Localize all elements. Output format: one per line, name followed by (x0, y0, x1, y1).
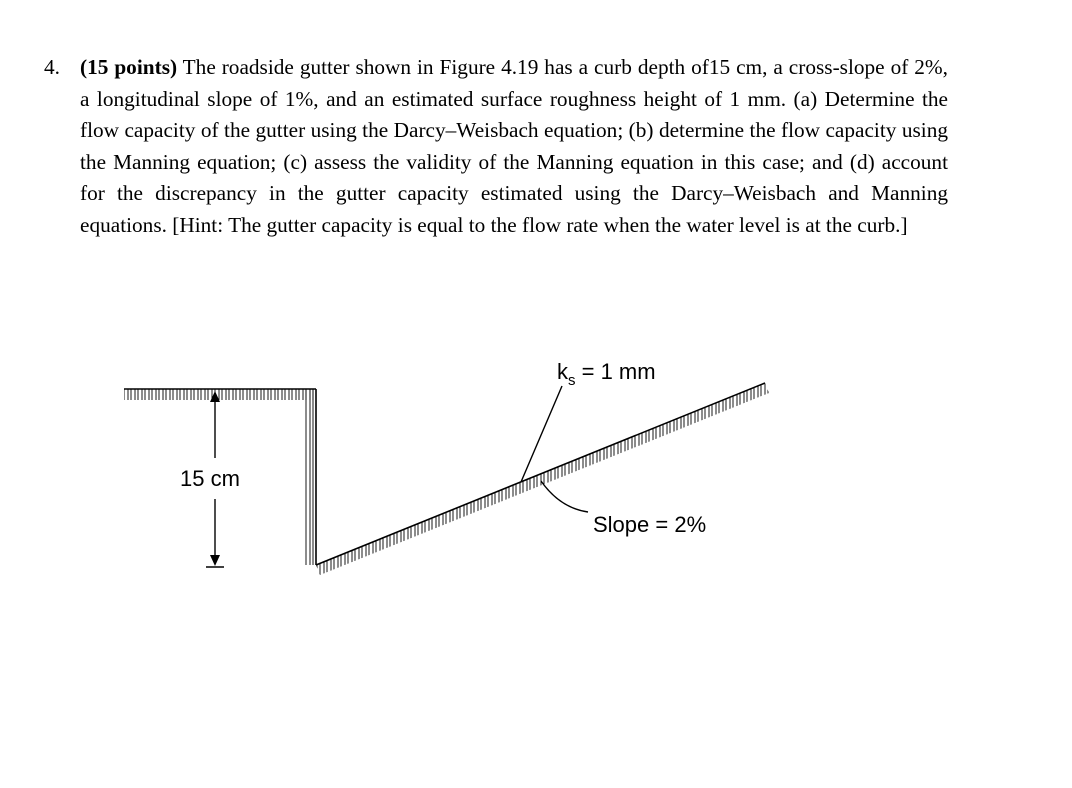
roughness-label (557, 359, 656, 389)
gutter-surface-hatch (316, 383, 769, 575)
problem-points: (15 points) (80, 55, 178, 79)
depth-arrow-down (210, 555, 220, 566)
roughness-label-value: = 1 mm (575, 359, 656, 384)
curb-hatch (305, 389, 316, 565)
slope-leader (541, 481, 588, 512)
gutter-surface-line (316, 383, 765, 565)
problem-text: The roadside gutter shown in Figure 4.19 has a curb depth of15 cm, a cross-slope of 2%, a longitudinal slope of 1%, and an estimated surface roughness height of 1 mm. (a) Determine the flow capacity of the gutter using the Darcy–Weisbach equation; (b) determine the flow capacity using the Manning equation; (c) assess the validity of the Manning equation in this case; and (d) account for the discrepancy in the gutter capacity estimated using the Darcy–Weisbach and Manning equations. [Hint: The gutter capacity is equal to the flow rate when the water level is at the curb.] (80, 55, 948, 237)
problem-number: 4. (44, 55, 60, 79)
depth-label: 15 cm (180, 466, 240, 491)
roughness-label-sub: s (568, 372, 576, 389)
top-ground-hatch (124, 389, 316, 400)
slope-label: Slope = 2% (593, 512, 707, 537)
roughness-label-k: k (557, 359, 568, 384)
